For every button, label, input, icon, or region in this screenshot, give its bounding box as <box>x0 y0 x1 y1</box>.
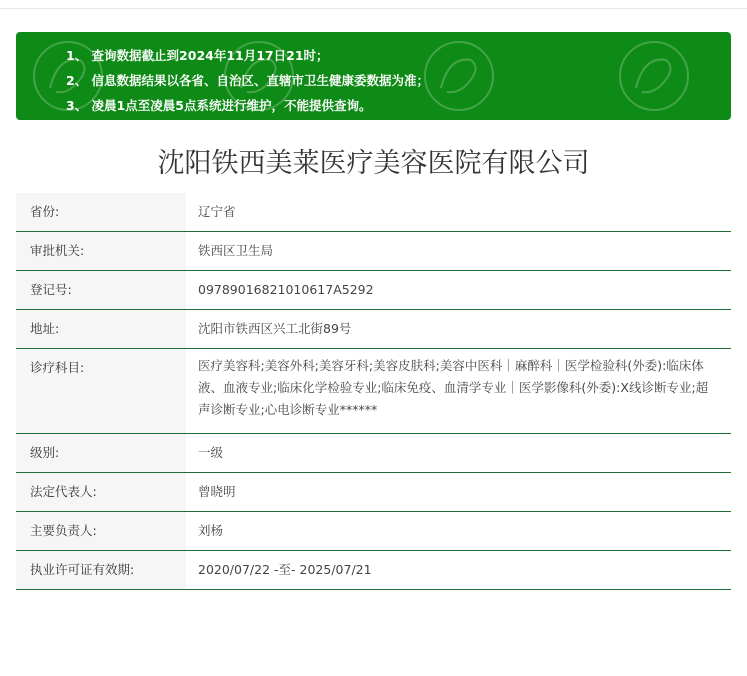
field-label: 诊疗科目: <box>16 349 186 434</box>
field-label: 登记号: <box>16 271 186 310</box>
table-row-license-validity <box>16 551 731 590</box>
notice-line: 3、 凌晨1点至凌晨5点系统进行维护，不能提供查询。 <box>66 98 372 113</box>
table-row-province <box>16 193 731 232</box>
field-label: 执业许可证有效期: <box>16 551 186 590</box>
table-row-approval-authority <box>16 232 731 271</box>
table-row-departments <box>16 349 731 434</box>
field-value: 曾晓明 <box>186 473 731 512</box>
field-value: 沈阳市铁西区兴工北街89号 <box>186 310 731 349</box>
notice-line: 2、 信息数据结果以各省、自治区、直辖市卫生健康委数据为准； <box>66 73 430 88</box>
field-label: 级别: <box>16 434 186 473</box>
table-row-level <box>16 434 731 473</box>
table-row-address <box>16 310 731 349</box>
field-value: 铁西区卫生局 <box>186 232 731 271</box>
field-value: 医疗美容科;美容外科;美容牙科;美容皮肤科;美容中医科｜麻醉科｜医学检验科(外委):临床体液、血液专业;临床化学检验专业;临床免疫、血清学专业｜医学影像科(外委):X线诊断专业;超声诊断专业;心电诊断专业****** <box>186 349 731 434</box>
field-label: 省份: <box>16 193 186 232</box>
field-value: 09789016821010617A5292 <box>186 271 731 310</box>
top-divider <box>0 8 747 9</box>
table-row-principal <box>16 512 731 551</box>
field-label: 地址: <box>16 310 186 349</box>
table-row-legal-representative <box>16 473 731 512</box>
brand-watermark-icon <box>616 38 692 114</box>
field-value: 辽宁省 <box>186 193 731 232</box>
field-value: 一级 <box>186 434 731 473</box>
table-row-registration-number <box>16 271 731 310</box>
field-value: 刘杨 <box>186 512 731 551</box>
info-table <box>16 193 731 590</box>
brand-watermark-icon <box>421 38 497 114</box>
field-value: 2020/07/22 -至- 2025/07/21 <box>186 551 731 590</box>
field-label: 主要负责人: <box>16 512 186 551</box>
field-label: 审批机关: <box>16 232 186 271</box>
notice-banner <box>16 32 731 120</box>
notice-list <box>66 43 429 118</box>
field-label: 法定代表人: <box>16 473 186 512</box>
notice-line: 1、 查询数据截止到2024年11月17日21时； <box>66 48 329 63</box>
page-title: 沈阳铁西美莱医疗美容医院有限公司 <box>157 148 590 179</box>
